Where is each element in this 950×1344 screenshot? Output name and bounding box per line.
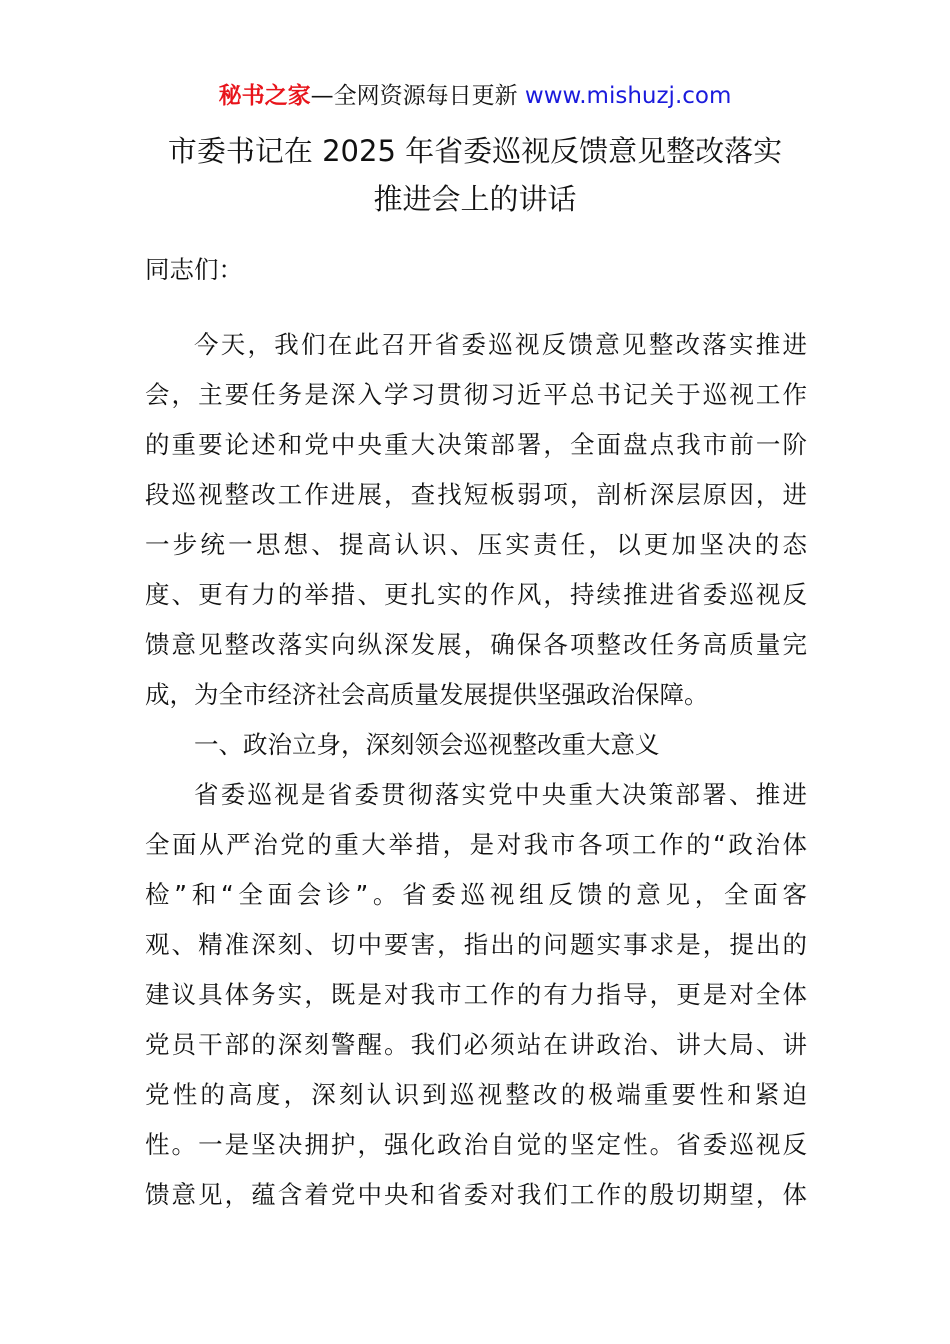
paragraph-line: 党员干部的深刻警醒。我们必须站在讲政治、讲大局、讲 [145,1030,807,1059]
brand-name: 秘书之家 [218,83,311,109]
paragraph-line: 全面从严治党的重大举措，是对我市各项工作的“政治体 [145,830,807,859]
paragraph-line: 成，为全市经济社会高质量发展提供坚强政治保障。 [145,680,709,709]
site-banner [0,80,950,112]
section-heading: 一、政治立身，深刻领会巡视整改重大意义 [194,730,660,759]
paragraph-line: 建议具体务实，既是对我市工作的有力指导，更是对全体 [145,980,807,1009]
paragraph-line: 性。一是坚决拥护，强化政治自觉的坚定性。省委巡视反 [145,1130,807,1159]
salutation: 同志们： [145,255,243,284]
paragraph-line: 省委巡视是省委贯彻落实党中央重大决策部署、推进 [194,780,807,809]
paragraph-line: 观、精准深刻、切中要害，指出的问题实事求是，提出的 [145,930,807,959]
paragraph-line: 度、更有力的举措、更扎实的作风，持续推进省委巡视反 [145,580,807,609]
banner-tagline: —全网资源每日更新 [310,83,518,109]
paragraph-line: 馈意见整改落实向纵深发展，确保各项整改任务高质量完 [145,630,807,659]
site-url-link[interactable]: www.mishuzj.com [524,83,732,109]
paragraph-line: 馈意见，蕴含着党中央和省委对我们工作的殷切期望，体 [145,1180,807,1209]
paragraph-line: 会，主要任务是深入学习贯彻习近平总书记关于巡视工作 [145,380,807,409]
paragraph-line: 一步统一思想、提高认识、压实责任，以更加坚决的态 [145,530,807,559]
paragraph-line: 段巡视整改工作进展，查找短板弱项，剖析深层原因，进 [145,480,807,509]
paragraph-line: 党性的高度，深刻认识到巡视整改的极端重要性和紧迫 [145,1080,807,1109]
paragraph-line: 的重要论述和党中央重大决策部署，全面盘点我市前一阶 [145,430,807,459]
document-title-line-1: 市委书记在 2025 年省委巡视反馈意见整改落实 [167,134,783,168]
paragraph-line: 今天，我们在此召开省委巡视反馈意见整改落实推进 [194,330,807,359]
paragraph-line: 检”和“全面会诊”。省委巡视组反馈的意见，全面客 [145,880,807,909]
document-title-line-2: 推进会上的讲话 [373,182,577,216]
